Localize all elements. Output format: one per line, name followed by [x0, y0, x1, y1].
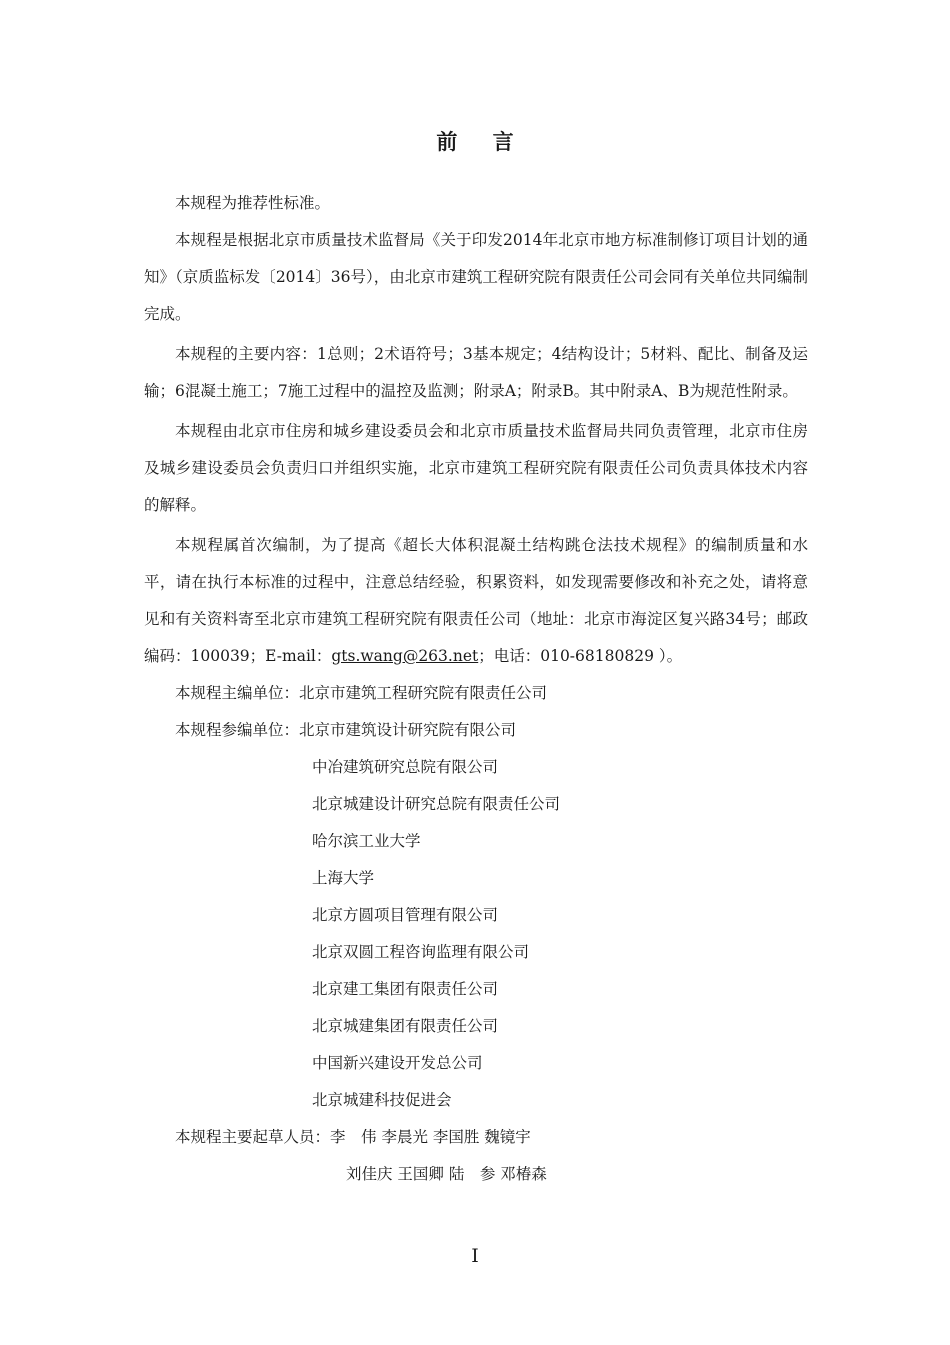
- chief-unit-line: [144, 675, 808, 712]
- participating-unit: 北京城建集团有限责任公司: [312, 1017, 499, 1035]
- page-title: 前 言: [436, 130, 528, 154]
- drafters-label: 本规程主要起草人员：: [175, 1128, 331, 1146]
- paragraph-contents: 本规程的主要内容：1总则；2术语符号；3基本规定；4结构设计；5材料、配比、制备及运输；6混凝土施工；7施工过程中的温控及监测；附录A；附录B。其中附录A、B为规范性附录。: [144, 345, 808, 400]
- participating-unit: 北京双圆工程咨询监理有限公司: [312, 943, 530, 961]
- page-number: I: [471, 1245, 479, 1267]
- participating-unit: 北京城建设计研究总院有限责任公司: [312, 795, 561, 813]
- participating-unit: 哈尔滨工业大学: [312, 832, 421, 850]
- participating-unit: 上海大学: [312, 869, 375, 887]
- participating-unit: 北京建工集团有限责任公司: [312, 980, 499, 998]
- participating-units-label: 本规程参编单位：: [175, 721, 300, 739]
- drafters-names: 李 伟 李晨光 李国胜 魏镜宇: [330, 1128, 531, 1146]
- drafters-line: [144, 1119, 808, 1156]
- drafters-names-continued: 刘佳庆 王国卿 陆 参 邓椿森: [346, 1165, 547, 1183]
- feedback-text: 本规程属首次编制，为了提高《超长大体积混凝土结构跳仓法技术规程》的编制质量和水平，请在执行本标准的过程中，注意总结经验，积累资料，如发现需要修改和补充之处，请将意见和有关资料寄至北京市建筑工程研究院有限责任公司（地址：北京市海淀区复兴路34号；邮政编码：100039；E-mail：: [144, 536, 808, 665]
- paragraph-standard-type: 本规程为推荐性标准。: [175, 194, 331, 212]
- email-link[interactable]: gts.wang@263.net: [331, 647, 479, 665]
- participating-unit-line: [144, 712, 808, 749]
- participating-unit: 中冶建筑研究总院有限公司: [312, 758, 499, 776]
- participating-unit: 北京城建科技促进会: [312, 1091, 452, 1109]
- paragraph-basis: 本规程是根据北京市质量技术监督局《关于印发2014年北京市地方标准制修订项目计划的通知》（京质监标发〔2014〕36号），由北京市建筑工程研究院有限责任公司会同有关单位共同编制完成。: [144, 231, 808, 323]
- participating-unit: 北京方圆项目管理有限公司: [312, 906, 499, 924]
- feedback-phone: ；电话：010-68180829 ）。: [478, 647, 683, 665]
- participating-unit: 中国新兴建设开发总公司: [312, 1054, 483, 1072]
- foreword-body: [144, 185, 808, 1193]
- chief-unit-label: 本规程主编单位：: [175, 684, 300, 702]
- paragraph-feedback: [144, 527, 808, 675]
- participating-unit: 北京市建筑设计研究院有限公司: [299, 721, 517, 739]
- chief-unit-name: 北京市建筑工程研究院有限责任公司: [299, 684, 548, 702]
- paragraph-management: 本规程由北京市住房和城乡建设委员会和北京市质量技术监督局共同负责管理，北京市住房及城乡建设委员会负责归口并组织实施，北京市建筑工程研究院有限责任公司负责具体技术内容的解释。: [144, 422, 808, 514]
